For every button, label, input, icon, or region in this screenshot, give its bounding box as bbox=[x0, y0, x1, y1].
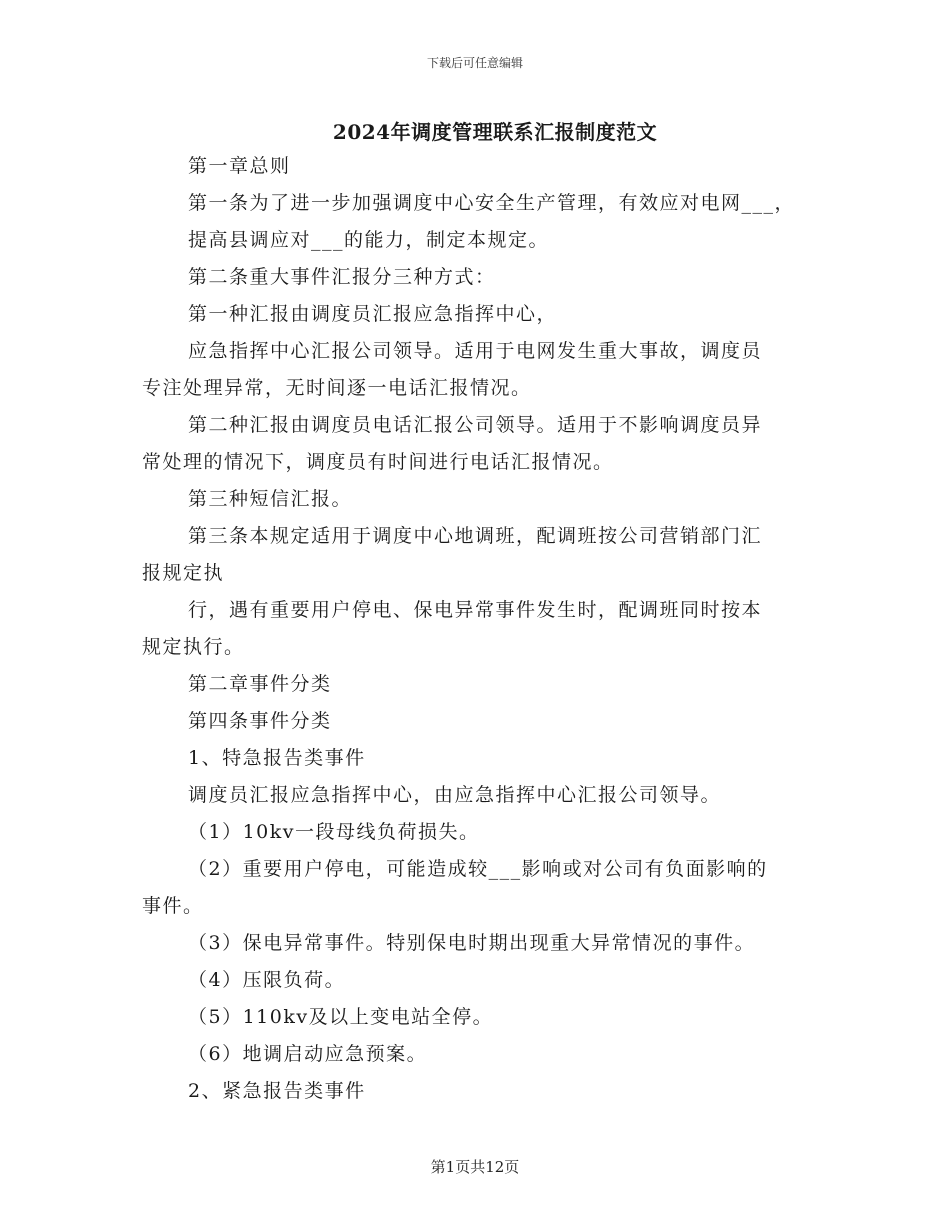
body-line: 规定执行。 bbox=[142, 636, 245, 658]
body-line: 第三条本规定适用于调度中心地调班，配调班按公司营销部门汇 bbox=[188, 525, 763, 547]
body-line: （4）压限负荷。 bbox=[188, 969, 346, 991]
body-line: 1、特急报告类事件 bbox=[188, 747, 366, 769]
document-body bbox=[142, 148, 814, 1110]
body-line: 第二条重大事件汇报分三种方式： bbox=[188, 266, 496, 288]
body-line: 应急指挥中心汇报公司领导。适用于电网发生重大事故，调度员 bbox=[188, 340, 763, 362]
body-line: 常处理的情况下，调度员有时间进行电话汇报情况。 bbox=[142, 451, 614, 473]
body-line: 第一章总则 bbox=[188, 155, 291, 177]
body-line: 专注处理异常，无时间逐一电话汇报情况。 bbox=[142, 377, 532, 399]
body-line: 第一种汇报由调度员汇报应急指挥中心， bbox=[188, 303, 558, 325]
body-line: （5）110kv及以上变电站全停。 bbox=[188, 1006, 494, 1028]
document-title: 2024年调度管理联系汇报制度范文 bbox=[332, 120, 658, 144]
body-line: 第四条事件分类 bbox=[188, 710, 332, 732]
body-line: 提高县调应对___的能力，制定本规定。 bbox=[188, 229, 550, 251]
body-line: （2）重要用户停电，可能造成较___影响或对公司有负面影响的 bbox=[188, 858, 768, 880]
body-line: 2、紧急报告类事件 bbox=[188, 1080, 366, 1102]
body-line: 第三种短信汇报。 bbox=[188, 488, 353, 510]
page-footer: 第1页共12页 bbox=[430, 1158, 520, 1176]
body-line: 第二章事件分类 bbox=[188, 673, 332, 695]
body-line: 调度员汇报应急指挥中心，由应急指挥中心汇报公司领导。 bbox=[188, 784, 722, 806]
body-line: 行，遇有重要用户停电、保电异常事件发生时，配调班同时按本 bbox=[188, 599, 763, 621]
body-line: 事件。 bbox=[142, 895, 204, 917]
body-line: 第一条为了进一步加强调度中心安全生产管理，有效应对电网___， bbox=[188, 192, 796, 214]
body-line: （6）地调启动应急预案。 bbox=[188, 1043, 428, 1065]
body-line: 第二种汇报由调度员电话汇报公司领导。适用于不影响调度员异 bbox=[188, 414, 763, 436]
body-line: （3）保电异常事件。特别保电时期出现重大异常情况的事件。 bbox=[188, 932, 756, 954]
header-note: 下载后可任意编辑 bbox=[426, 56, 523, 70]
body-line: 报规定执 bbox=[142, 562, 225, 584]
body-line: （1）10kv一段母线负荷损失。 bbox=[188, 821, 480, 843]
